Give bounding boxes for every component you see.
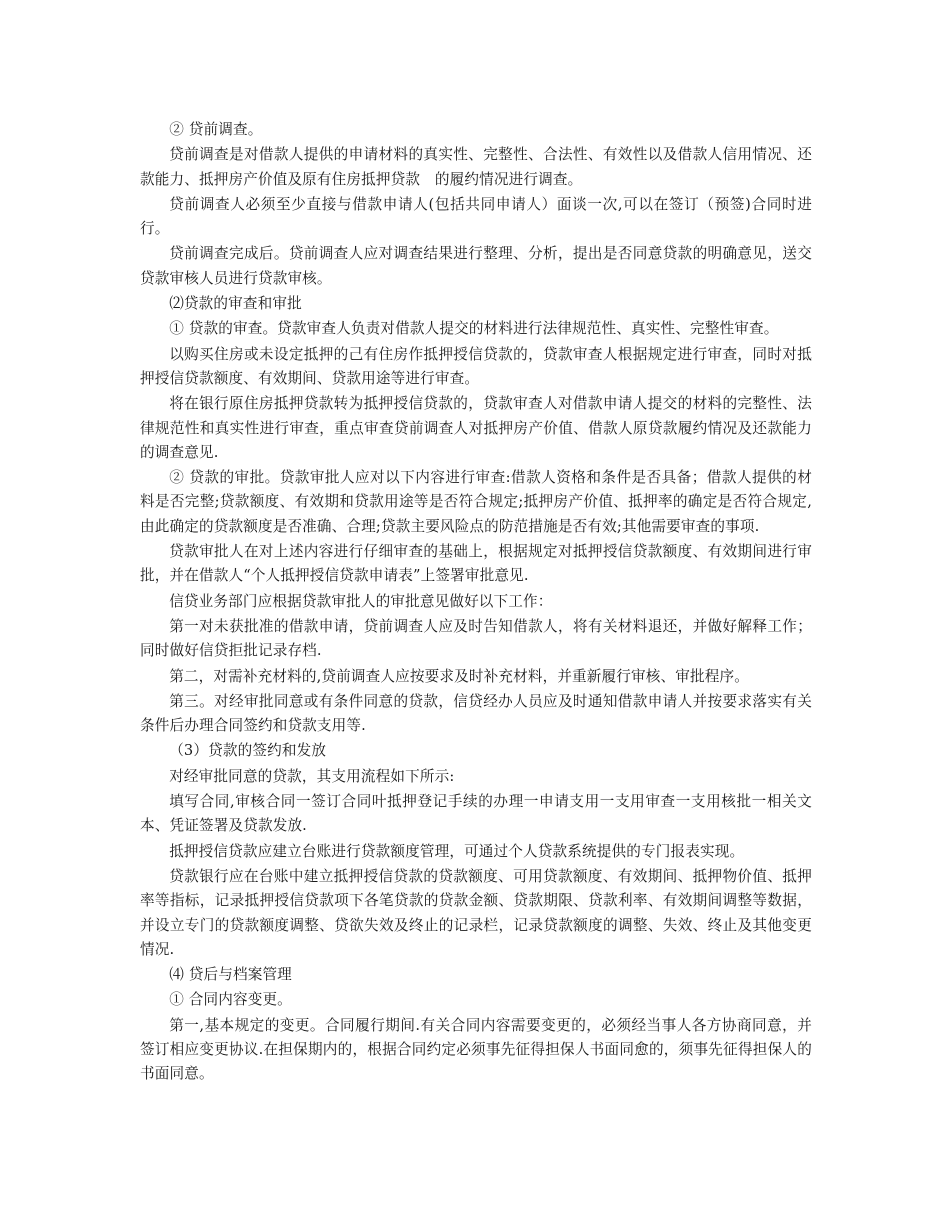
paragraph: 第二，对需补充材料的,贷前调查人应按要求及时补充材料，并重新履行审核、审批程序。: [169, 667, 749, 685]
paragraph: 贷前调查完成后。贷前调查人应对调查结果进行整理、分析，提出是否同意贷款的明确意见，送交贷款审核人员进行贷款审核。: [140, 245, 812, 287]
paragraph: 填写合同,审核合同一签订合同叶抵押登记手续的办理一申请支用一支用审查一支用核批一相关文本、凭证签署及贷款发放.: [140, 793, 812, 835]
section-heading-review-approval: ⑵贷款的审查和审批: [169, 295, 302, 313]
paragraph-pre-loan-investigation-heading: ② 贷前调查。: [169, 121, 263, 138]
section-heading-post-loan-archive: ⑷ 贷后与档案管理: [169, 966, 292, 984]
paragraph: 第三。对经审批同意或有条件同意的贷款，信贷经办人员应及时通知借款申请人并按要求落实有关条件后办理合同签约和贷款支用等.: [140, 692, 812, 735]
paragraph: 抵押授信贷款应建立台账进行贷款额度管理，可通过个人贷款系统提供的专门报表实现。: [169, 842, 745, 860]
paragraph: 贷前调查是对借款人提供的申请材料的真实性、完整性、合法性、有效性以及借款人信用情况、还款能力、抵押房产价值及原有住房抵押贷款 的履约情况进行调查。: [140, 146, 812, 188]
paragraph: ① 贷款的审查。贷款审查人负责对借款人提交的材料进行法律规范性、真实性、完整性审查。: [169, 320, 779, 338]
paragraph: ② 贷款的审批。贷款审批人应对以下内容进行审查:借款人资格和条件是否具备；借款人提供的材料是否完整;贷款额度、有效期和贷款用途等是否符合规定;抵押房产价值、抵押率的确定是否符合规定,由此确定的贷款额度是否准确、合理;贷款主要风险点的防范措施是否有效;其他需要审查的事项.: [140, 469, 812, 535]
paragraph: 对经审批同意的贷款，其支用流程如下所示:: [169, 767, 455, 785]
paragraph: 第一,基本规定的变更。合同履行期间.有关合同内容需要变更的，必须经当事人各方协商同意，并签订相应变更协议.在担保期内的，根据合同约定必须事先征得担保人书面同愈的，须事先征得担保人的书面同意。: [140, 1016, 812, 1083]
paragraph: 贷款审批人在对上述内容进行仔细审查的基础上，根据规定对抵押授信贷款额度、有效期间进行审批，并在借款人“个人抵押授信贷款申请表”上签署审批意见.: [140, 543, 812, 585]
paragraph: 贷款银行应在台账中建立抵押授信贷款的贷款额度、可用贷款额度、有效期间、抵押物价值、抵押率等指标，记录抵押授信贷款项下各笔贷款的贷款金额、贷款期限、贷款利率、有效期间调整等数据，并设立专门的贷款额度调整、贷欲失效及终止的记录栏，记录贷款额度的调整、失效、终止及其他变更情况.: [140, 867, 812, 958]
paragraph-contract-change-heading: ① 合同内容变更。: [169, 991, 292, 1009]
section-heading-signing-disbursement: （3）贷款的签约和发放: [169, 742, 327, 760]
paragraph: 以购买住房或未设定抵押的己有住房作抵押授信贷款的，贷款审查人根据规定进行审查，同时对抵押授信贷款额度、有效期间、贷款用途等进行审查。: [140, 345, 812, 387]
paragraph: 第一对未获批准的借款申请，贷前调查人应及时告知借款人，将有关材料退还，并做好解释工作；同时做好信贷拒批记录存档.: [140, 617, 812, 660]
paragraph: 将在银行原住房抵押贷款转为抵押授信贷款的，贷款审查人对借款申请人提交的材料的完整性、法律规范性和真实性进行审查，重点审查贷前调查人对抵押房产价值、借款人原贷款履约情况及还款能力的调查意见.: [140, 395, 812, 461]
paragraph: 信贷业务部门应根据贷款审批人的审批意见做好以下工作：: [169, 592, 553, 610]
paragraph: 贷前调查人必须至少直接与借款申请人(包括共同申请人）面谈一次,可以在签订（预签)合同时进行。: [140, 195, 812, 238]
document-body: [140, 118, 812, 1088]
